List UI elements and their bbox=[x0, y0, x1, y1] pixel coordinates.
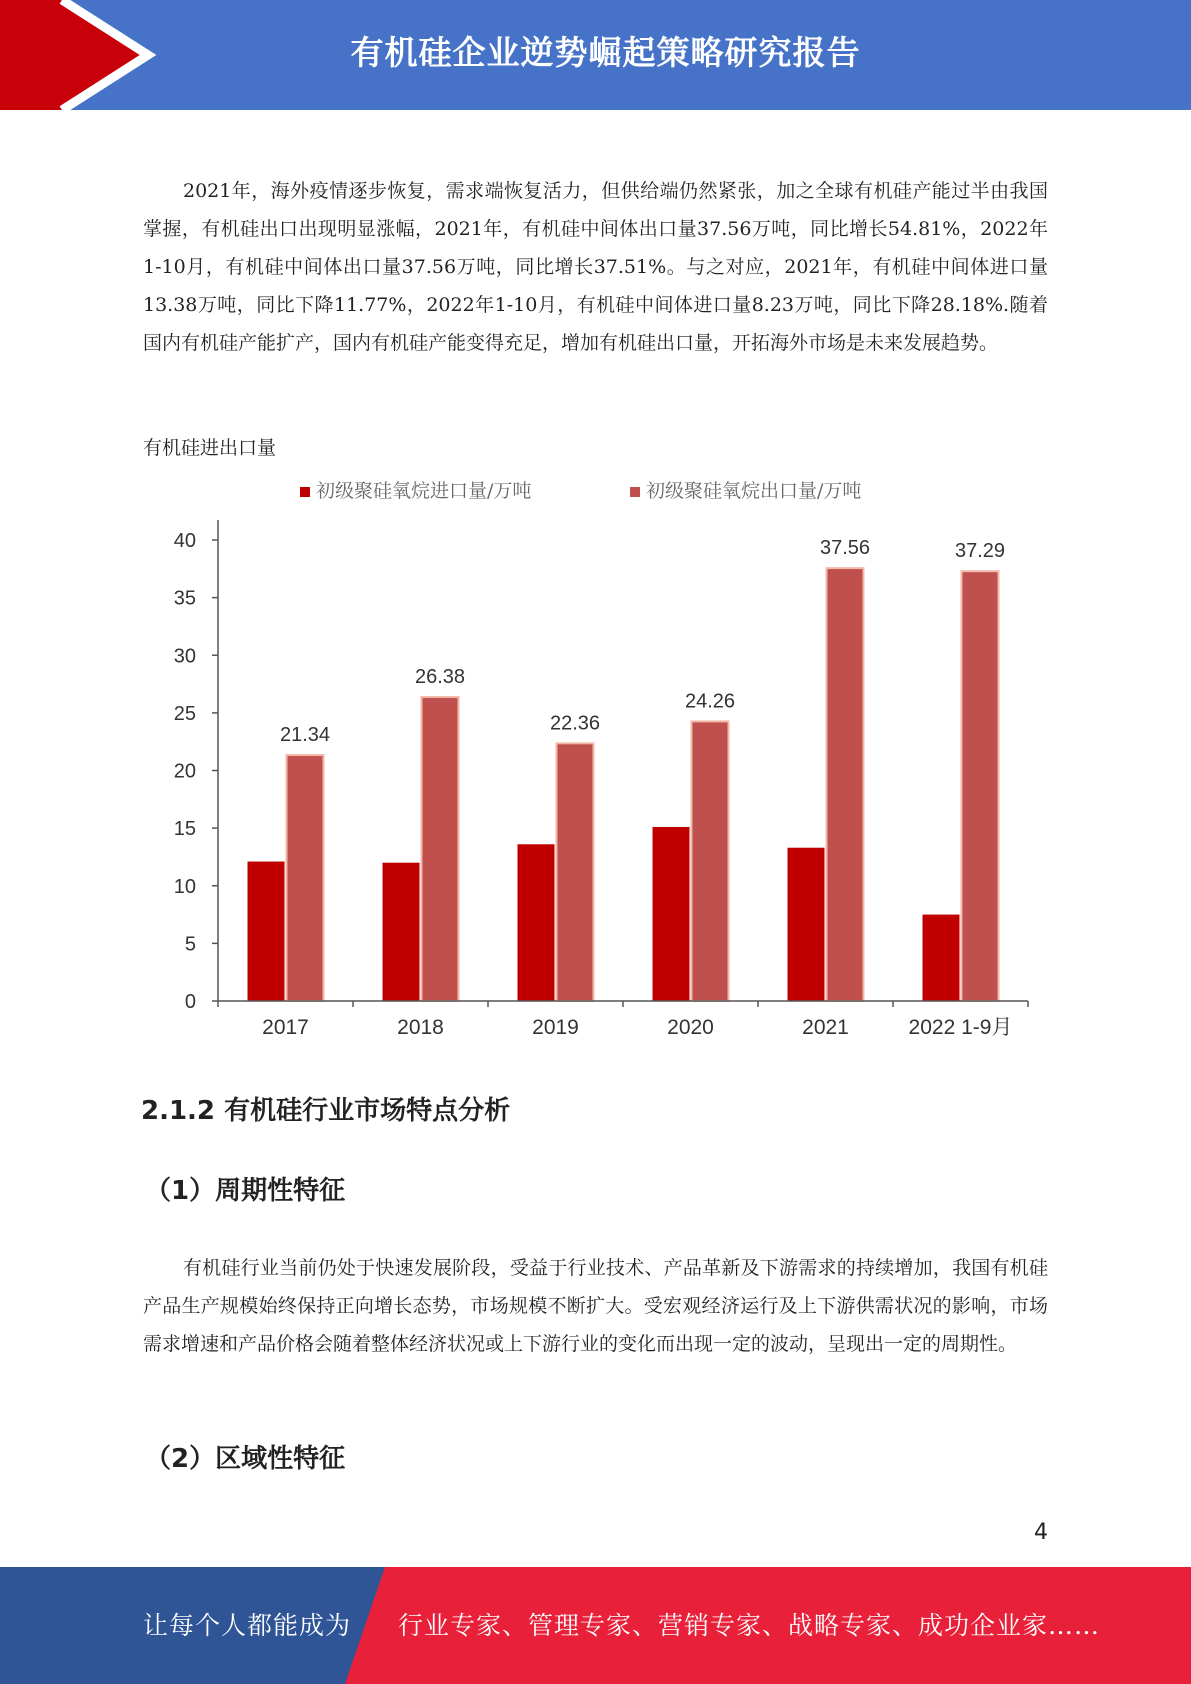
data-label: 22.36 bbox=[549, 712, 601, 735]
footer-slogan-right: 行业专家、管理专家、营销专家、战略专家、成功企业家…… bbox=[398, 1611, 1101, 1640]
legend-label-1: 初级聚硅氧烷进口量/万吨 bbox=[316, 480, 532, 502]
x-tick-label: 2018 bbox=[397, 1016, 444, 1039]
bar-export-2020 bbox=[692, 721, 729, 1001]
y-tick-label: 0 bbox=[184, 991, 196, 1013]
bar-export-2018 bbox=[422, 697, 459, 1001]
y-tick-label: 40 bbox=[173, 530, 196, 552]
cyclical-paragraph: 有机硅行业当前仍处于快速发展阶段，受益于行业技术、产品革新及下游需求的持续增加，我国有机硅产品生产规模始终保持正向增长态势，市场规模不断扩大。受宏观经济运行及上下游供需状况的影响，市场需求增速和产品价格会随着整体经济状况或上下游行业的变化而出现一定的波动，呈现出一定的周期性。 bbox=[143, 1257, 1048, 1355]
figure-caption: 有机硅进出口量 bbox=[143, 437, 277, 459]
bar-chart-svg bbox=[140, 466, 1040, 1056]
report-title: 有机硅企业逆势崛起策略研究报告 bbox=[350, 33, 861, 72]
bar-import-2021 bbox=[788, 848, 825, 1001]
y-tick-label: 10 bbox=[173, 875, 196, 898]
header-bar bbox=[0, 0, 1191, 110]
subheading-regional: （2）区域性特征 bbox=[145, 1444, 346, 1474]
bar-export-2019 bbox=[557, 743, 594, 1001]
bar-import-2022-1-9月 bbox=[923, 915, 960, 1001]
footer-banner bbox=[0, 1567, 1191, 1684]
bar-import-2017 bbox=[248, 862, 285, 1001]
legend-swatch-1 bbox=[300, 487, 310, 497]
bar-export-2017 bbox=[287, 755, 324, 1001]
y-tick-label: 15 bbox=[173, 818, 196, 841]
bar-import-2018 bbox=[383, 863, 420, 1001]
bar-export-2022-1-9月 bbox=[962, 571, 999, 1001]
x-tick-label: 2017 bbox=[262, 1016, 309, 1039]
bar-import-2020 bbox=[653, 827, 690, 1001]
data-label: 37.29 bbox=[954, 540, 1006, 563]
x-tick-label: 2019 bbox=[532, 1016, 579, 1039]
data-label: 21.34 bbox=[279, 724, 331, 747]
footer-slogan-left: 让每个人都能成为 bbox=[143, 1611, 352, 1640]
subheading-cyclical: （1）周期性特征 bbox=[145, 1176, 346, 1206]
data-label: 24.26 bbox=[684, 690, 736, 713]
intro-paragraph: 2021年，海外疫情逐步恢复，需求端恢复活力，但供给端仍然紧张，加之全球有机硅产能过半由我国掌握，有机硅出口出现明显涨幅，2021年，有机硅中间体出口量37.56万吨，同比增长54.81%，2022年1-10月，有机硅中间体出口量37.56万吨，同比增长37.51%。与之对应，2021年，有机硅中间体进口量13.38万吨，同比下降11.77%，2022年1-10月，有机硅中间体进口量8.23万吨，同比下降28.18%.随着国内有机硅产能扩产，国内有机硅产能变得充足，增加有机硅出口量，开拓海外市场是未来发展趋势。 bbox=[143, 180, 1048, 354]
page-number: 4 bbox=[1034, 1520, 1048, 1545]
y-tick-label: 25 bbox=[173, 702, 196, 725]
x-tick-label: 2020 bbox=[667, 1016, 714, 1039]
y-tick-label: 20 bbox=[173, 760, 196, 783]
section-heading: 2.1.2 有机硅行业市场特点分析 bbox=[141, 1096, 511, 1126]
data-label: 37.56 bbox=[819, 537, 871, 560]
y-tick-label: 35 bbox=[173, 587, 196, 610]
bar-export-2021 bbox=[827, 568, 864, 1001]
x-tick-label: 2021 bbox=[802, 1016, 849, 1039]
legend-swatch-2 bbox=[630, 487, 640, 497]
import-export-chart bbox=[140, 466, 1040, 1056]
chart-bars bbox=[248, 568, 999, 1001]
y-tick-label: 30 bbox=[173, 645, 196, 668]
legend-label-2: 初级聚硅氧烷出口量/万吨 bbox=[646, 480, 862, 502]
bar-import-2019 bbox=[518, 844, 555, 1001]
chart-legend bbox=[300, 480, 861, 502]
y-tick-label: 5 bbox=[184, 933, 196, 956]
x-tick-label: 2022 1-9月 bbox=[908, 1016, 1013, 1039]
data-label: 26.38 bbox=[414, 665, 466, 688]
